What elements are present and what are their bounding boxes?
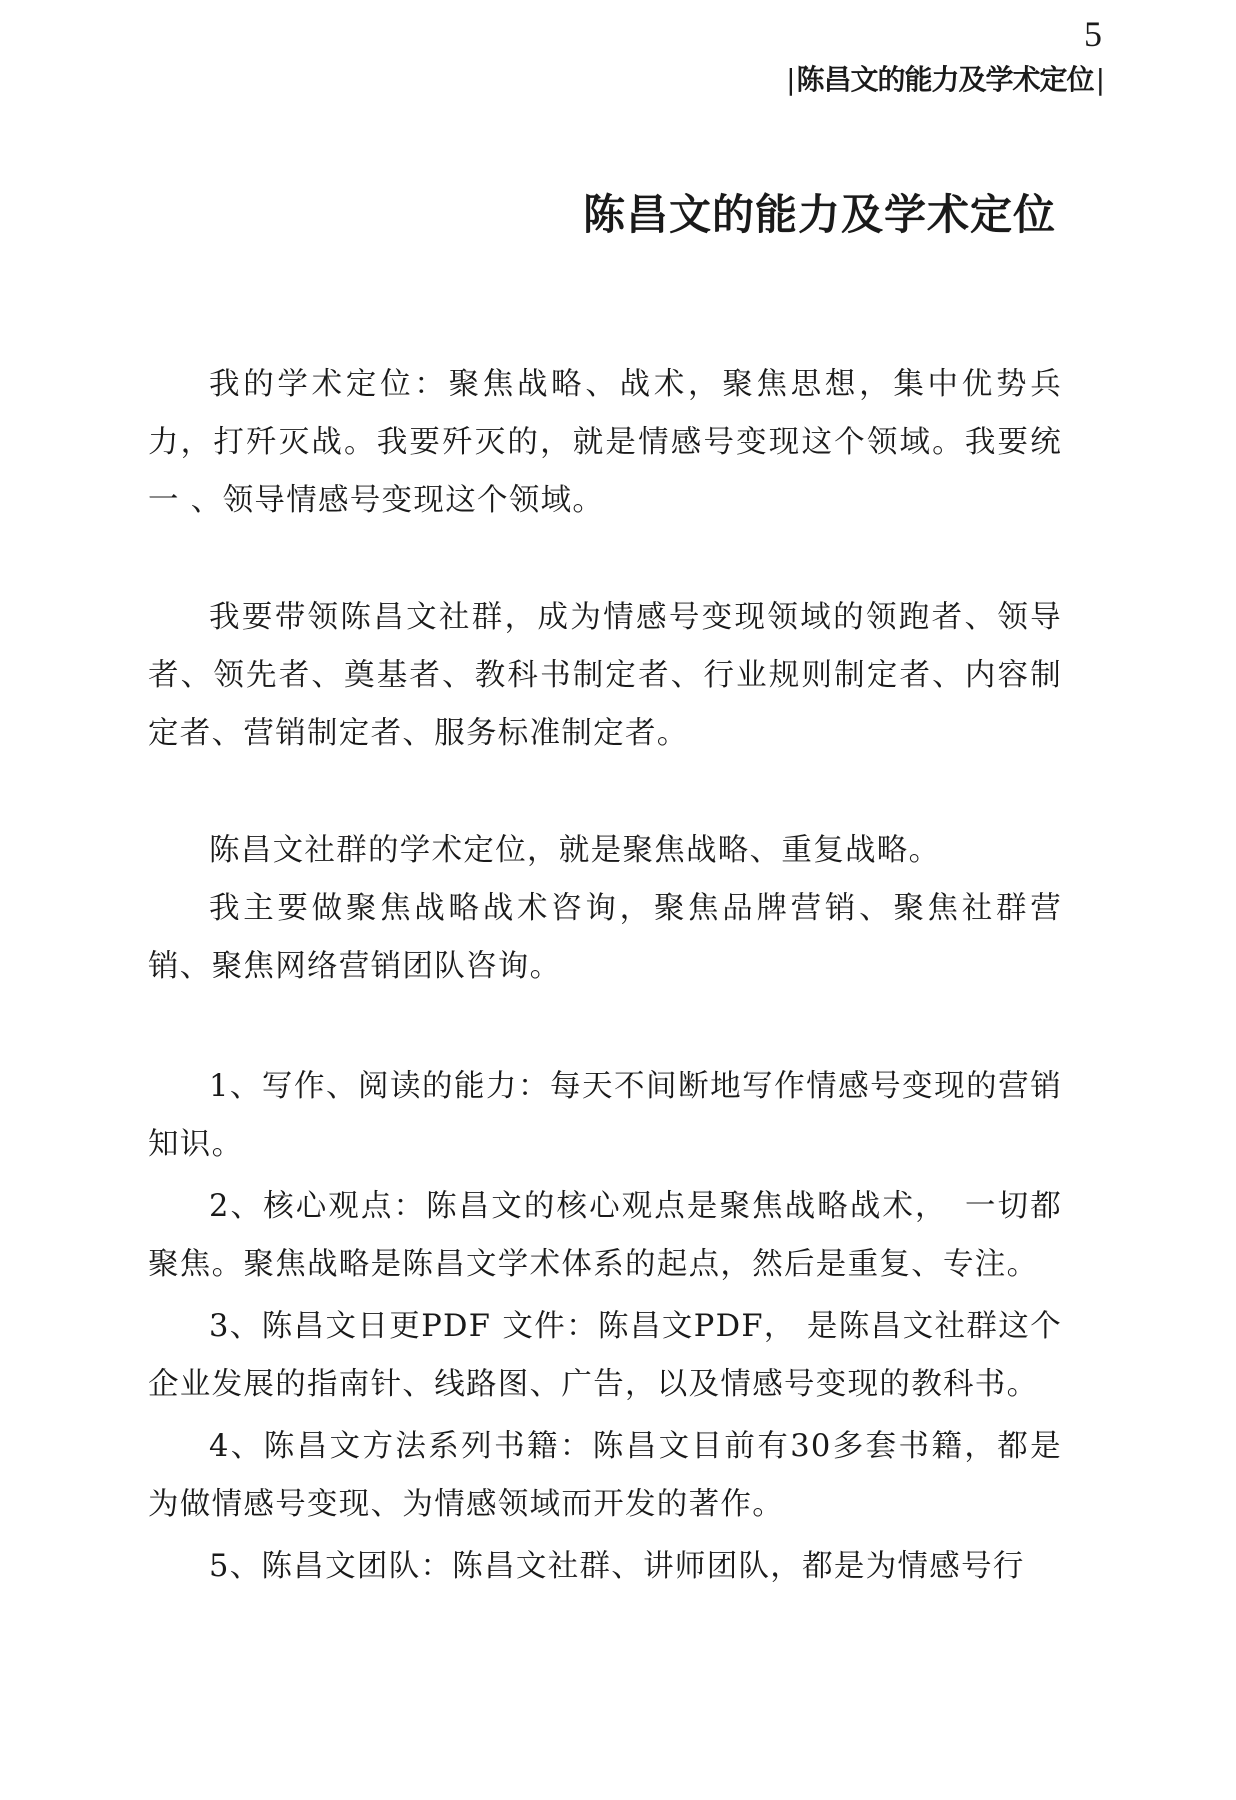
text-block-community-positioning <box>148 822 1062 996</box>
list-item: 5、陈昌文团队：陈昌文社群、讲师团队，都是为情感号行 <box>209 1549 1025 1584</box>
running-header-title: 陈昌文的能力及学术定位 <box>796 63 1094 96</box>
text-block-leadership-goal <box>148 589 1062 763</box>
chapter-title: 陈昌文的能力及学术定位 <box>582 190 1056 239</box>
list-item: 1、写作、阅读的能力：每天不间断地写作情感号变现的营销知识。 <box>148 1069 1062 1162</box>
paragraph: 我的学术定位：聚焦战略、战术，聚焦思想，集中优势兵力，打歼灭战。我要歼灭的，就是情感号变现这个领域。我要统一 、领导情感号变现这个领域。 <box>148 367 1062 518</box>
paragraph: 我要带领陈昌文社群，成为情感号变现领域的领跑者、领导者、领先者、奠基者、教科书制定者、行业规则制定者、内容制定者、营销制定者、服务标准制定者。 <box>148 600 1062 751</box>
header-divider-left: | <box>786 63 795 96</box>
page-number: 5 <box>1084 14 1102 54</box>
running-header <box>784 62 1106 98</box>
list-item: 3、陈昌文日更PDF 文件：陈昌文PDF， 是陈昌文社群这个企业发展的指南针、线路图、广告，以及情感号变现的教科书。 <box>148 1309 1062 1402</box>
paragraph: 陈昌文社群的学术定位，就是聚焦战略、重复战略。 <box>209 833 941 868</box>
text-block-academic-positioning <box>148 356 1062 530</box>
text-block-capabilities-list <box>148 1058 1062 1596</box>
list-item: 4、陈昌文方法系列书籍：陈昌文目前有30多套书籍，都是为做情感号变现、为情感领域而开发的著作。 <box>148 1429 1062 1522</box>
header-divider-right: | <box>1095 63 1104 96</box>
paragraph: 我主要做聚焦战略战术咨询，聚焦品牌营销、聚焦社群营销、聚焦网络营销团队咨询。 <box>148 891 1062 984</box>
list-item: 2、核心观点：陈昌文的核心观点是聚焦战略战术， 一切都聚焦。聚焦战略是陈昌文学术体系的起点，然后是重复、专注。 <box>148 1189 1062 1282</box>
